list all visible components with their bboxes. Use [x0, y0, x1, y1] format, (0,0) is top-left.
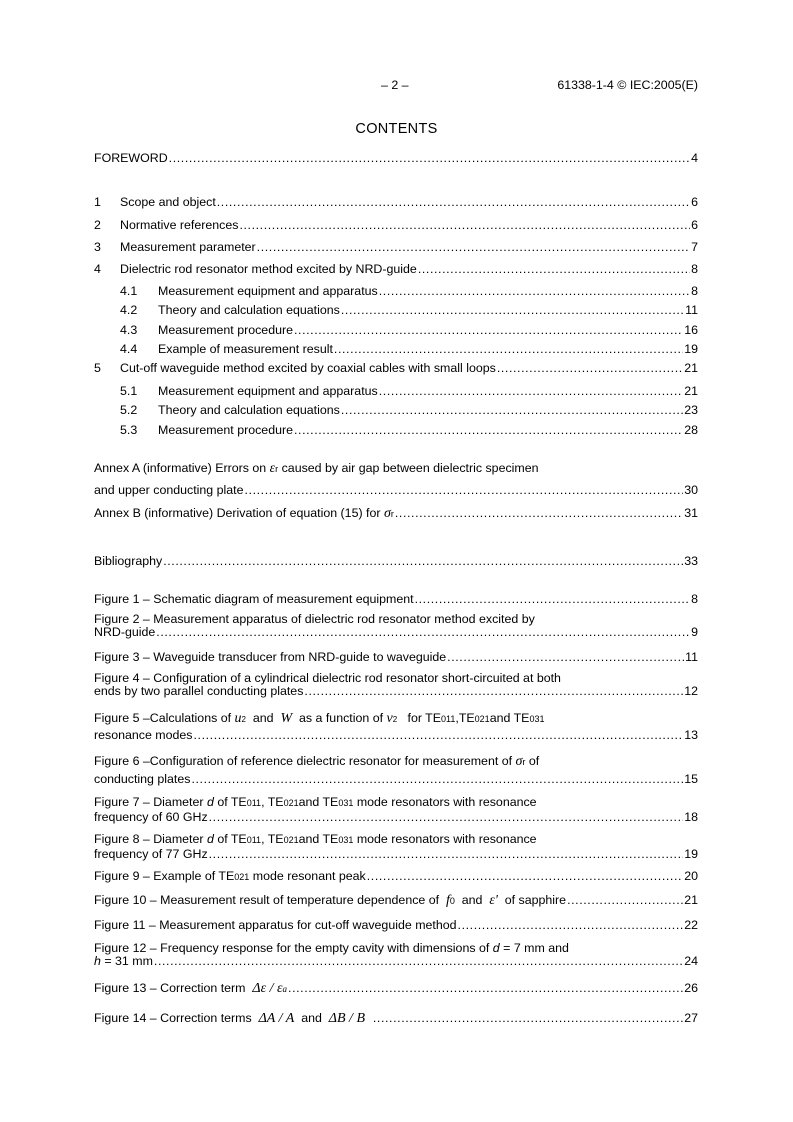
toc-num: 4.1 [120, 284, 138, 298]
math-delta-b: ΔB / B [328, 1011, 365, 1026]
toc-label: Dielectric rod resonator method excited by NRD-guide [120, 262, 417, 276]
toc-clause-5-1[interactable] [94, 385, 698, 398]
toc-page: 21 [684, 384, 698, 398]
toc-page: 11 [685, 303, 698, 317]
toc-clause-4-4[interactable] [94, 343, 698, 356]
subscript: 021 [234, 872, 250, 882]
toc-label: ends by two parallel conducting plates [94, 684, 304, 698]
subscript: r [275, 464, 279, 474]
toc-label: of sapphire [504, 893, 567, 907]
toc-page: 16 [684, 323, 698, 337]
toc-page: 8 [691, 262, 698, 276]
math-f: f [445, 893, 450, 908]
toc-page: 31 [684, 506, 698, 520]
toc-label: , TE [261, 795, 284, 809]
toc-page: 6 [691, 195, 698, 209]
toc-label: = 31 mm [104, 954, 153, 968]
epsilon-prime-symbol: ε' [489, 893, 498, 908]
toc-label: Bibliography [94, 554, 163, 568]
toc-label: as a function of [299, 711, 384, 725]
subscript: 0 [449, 896, 455, 906]
toc-clause-5[interactable] [94, 362, 698, 375]
toc-num: 5.3 [120, 423, 138, 437]
toc-page: 13 [684, 728, 698, 742]
toc-label: of TE [217, 795, 247, 809]
toc-label: mode resonators with resonance [356, 795, 537, 809]
toc-clause-4-2[interactable] [94, 304, 698, 317]
toc-figure-4[interactable] [94, 672, 698, 698]
toc-label: and [461, 893, 483, 907]
math-delta-epsilon: Δε / ε [252, 981, 283, 996]
toc-label: FOREWORD [94, 151, 168, 165]
toc-label: and [301, 1011, 322, 1025]
subscript: a [282, 984, 288, 994]
toc-num: 4.3 [120, 323, 138, 337]
toc-label: NRD-guide [94, 625, 156, 639]
toc-label: Measurement procedure [158, 323, 293, 337]
toc-label: Example of measurement result [158, 342, 333, 356]
page-title: CONTENTS [355, 121, 438, 137]
toc-label: Measurement parameter [120, 240, 256, 254]
toc-num: 2 [94, 218, 101, 232]
toc-page: 7 [691, 240, 698, 254]
superscript: 2 [241, 715, 246, 724]
toc-page: 6 [691, 218, 698, 232]
toc-page: 22 [684, 918, 698, 932]
subscript: r [390, 509, 394, 519]
toc-label: Figure 9 – Example of TE [94, 869, 235, 883]
toc-clause-4-3[interactable] [94, 324, 698, 337]
toc-label: d [492, 941, 500, 955]
toc-label: d [206, 795, 214, 809]
toc-label: of TE [217, 832, 247, 846]
toc-label: h [94, 954, 101, 968]
toc-bibliography[interactable] [94, 555, 698, 568]
subscript: 011 [246, 798, 262, 808]
toc-label: Cut-off waveguide method excited by coaxial cables with small loops [120, 361, 496, 375]
toc-figure-1[interactable] [94, 593, 698, 606]
toc-num: 3 [94, 240, 101, 254]
toc-label: Figure 1 – Schematic diagram of measurement equipment [94, 592, 414, 606]
toc-label: Measurement procedure [158, 423, 293, 437]
toc-label: , TE [261, 832, 284, 846]
toc-figure-12[interactable] [94, 942, 698, 968]
toc-label: Figure 14 – Correction terms [94, 1011, 252, 1025]
toc-page: 8 [691, 284, 698, 298]
toc-figure-9[interactable] [94, 870, 698, 884]
toc-num: 5.1 [120, 384, 138, 398]
toc-page: 4 [691, 151, 698, 165]
toc-label: Figure 13 – Correction term [94, 981, 246, 995]
toc-figure-6[interactable] [94, 755, 698, 786]
toc-figure-3[interactable] [94, 651, 698, 664]
toc-page: 15 [684, 772, 698, 786]
toc-page: 21 [684, 361, 698, 375]
toc-label: TE [458, 711, 475, 725]
toc-label: Figure 3 – Waveguide transducer from NRD-guide to waveguide [94, 650, 447, 664]
toc-label: Figure 12 – Frequency response for the empty cavity with dimensions of [94, 941, 490, 955]
toc-num: 5 [94, 361, 101, 375]
toc-num: 4 [94, 262, 101, 276]
toc-page: 19 [684, 847, 698, 861]
toc-page: 20 [684, 869, 698, 883]
subscript: r [522, 757, 526, 767]
toc-figure-10[interactable] [94, 894, 698, 908]
toc-label: Figure 8 – Diameter [94, 832, 204, 846]
toc-label: mode resonators with resonance [356, 832, 537, 846]
toc-num: 4.4 [120, 342, 138, 356]
toc-label: of [528, 754, 540, 768]
toc-label: Figure 10 – Measurement result of temperature dependence of [94, 893, 440, 907]
toc-label: Measurement equipment and apparatus [158, 284, 378, 298]
toc-figure-7[interactable] [94, 796, 698, 824]
math-u: u [234, 711, 242, 726]
toc-label: Annex B (informative) Derivation of equation (15) for [94, 506, 381, 520]
toc-label: and [252, 711, 274, 725]
subscript: 031 [338, 798, 354, 808]
toc-label: Figure 5 –Calculations of [94, 711, 232, 725]
subscript: 031 [529, 714, 545, 724]
toc-page: 23 [684, 403, 698, 417]
subscript: 021 [283, 835, 299, 845]
toc-label: caused by air gap between dielectric specimen [281, 461, 539, 475]
toc-figure-2[interactable] [94, 613, 698, 639]
toc-figure-14[interactable] [94, 1012, 698, 1025]
toc-label: frequency of 60 GHz [94, 810, 208, 824]
toc-page: 33 [684, 554, 698, 568]
toc-label: and TE [298, 832, 339, 846]
toc-annex-b[interactable] [94, 507, 698, 521]
toc-label: Figure 4 – Configuration of a cylindrical dielectric rod resonator short-circuited at both [94, 671, 561, 685]
toc-label: mode resonant peak [252, 869, 366, 883]
toc-label: Figure 7 – Diameter [94, 795, 204, 809]
toc-label: , [455, 711, 459, 725]
toc-label: Normative references [120, 218, 239, 232]
toc-clause-1[interactable] [94, 196, 698, 209]
toc-label: Measurement equipment and apparatus [158, 384, 378, 398]
toc-label: for TE [407, 711, 442, 725]
toc-figure-8[interactable] [94, 833, 698, 861]
toc-page: 27 [684, 1011, 698, 1025]
subscript: 031 [338, 835, 354, 845]
toc-clause-5-3[interactable] [94, 424, 698, 437]
subscript: 021 [474, 714, 490, 724]
toc-label: frequency of 77 GHz [94, 847, 208, 861]
subscript: 011 [441, 714, 456, 724]
toc-label: Scope and object [120, 195, 216, 209]
toc-figure-5[interactable] [94, 712, 698, 742]
math-delta-a: ΔA / A [258, 1011, 295, 1026]
toc-label: and TE [489, 711, 530, 725]
toc-label: conducting plates [94, 772, 191, 786]
toc-clause-3[interactable] [94, 241, 698, 254]
toc-page: 30 [684, 483, 698, 497]
page-number: – 2 – [381, 78, 409, 92]
toc-foreword[interactable] [94, 152, 698, 165]
toc-figure-11[interactable] [94, 919, 698, 932]
toc-clause-4-1[interactable] [94, 285, 698, 298]
toc-clause-5-2[interactable] [94, 404, 698, 417]
toc-page: 12 [684, 684, 698, 698]
toc-page: 18 [684, 810, 698, 824]
math-w: W [280, 711, 293, 726]
toc-page: 28 [684, 423, 698, 437]
toc-label: = 7 mm and [503, 941, 569, 955]
sigma-symbol: σ [383, 506, 391, 521]
toc-label: Figure 6 –Configuration of reference dielectric resonator for measurement of [94, 754, 513, 768]
toc-num: 5.2 [120, 403, 138, 417]
subscript: 011 [246, 835, 262, 845]
toc-label: resonance modes [94, 728, 193, 742]
toc-figure-13[interactable] [94, 982, 698, 996]
toc-num: 4.2 [120, 303, 138, 317]
toc-label: Figure 11 – Measurement apparatus for cut-off waveguide method [94, 918, 457, 932]
toc-page: 11 [685, 650, 698, 664]
toc-label: and upper conducting plate [94, 483, 244, 497]
toc-num: 1 [94, 195, 101, 209]
toc-clause-4[interactable] [94, 263, 698, 276]
toc-page: 21 [684, 893, 698, 907]
subscript: 021 [283, 798, 299, 808]
toc-clause-2[interactable] [94, 219, 698, 232]
toc-label: Theory and calculation equations [158, 303, 340, 317]
standard-reference: 61338-1-4 © IEC:2005(E) [557, 78, 698, 92]
sigma-symbol: σ [515, 754, 523, 769]
toc-label: Theory and calculation equations [158, 403, 340, 417]
toc-page: 24 [684, 954, 698, 968]
toc-label: d [206, 832, 214, 846]
epsilon-symbol: ε [269, 461, 276, 476]
toc-page: 19 [684, 342, 698, 356]
math-v: v [386, 711, 393, 726]
toc-page: 9 [691, 625, 698, 639]
toc-label: Figure 2 – Measurement apparatus of dielectric rod resonator method excited by [94, 612, 535, 626]
toc-annex-a[interactable] [94, 462, 698, 497]
superscript: 2 [392, 715, 398, 724]
toc-label: Annex A (informative) Errors on [94, 461, 267, 475]
toc-label: and TE [298, 795, 339, 809]
toc-page: 26 [684, 981, 698, 995]
toc-page: 8 [691, 592, 698, 606]
